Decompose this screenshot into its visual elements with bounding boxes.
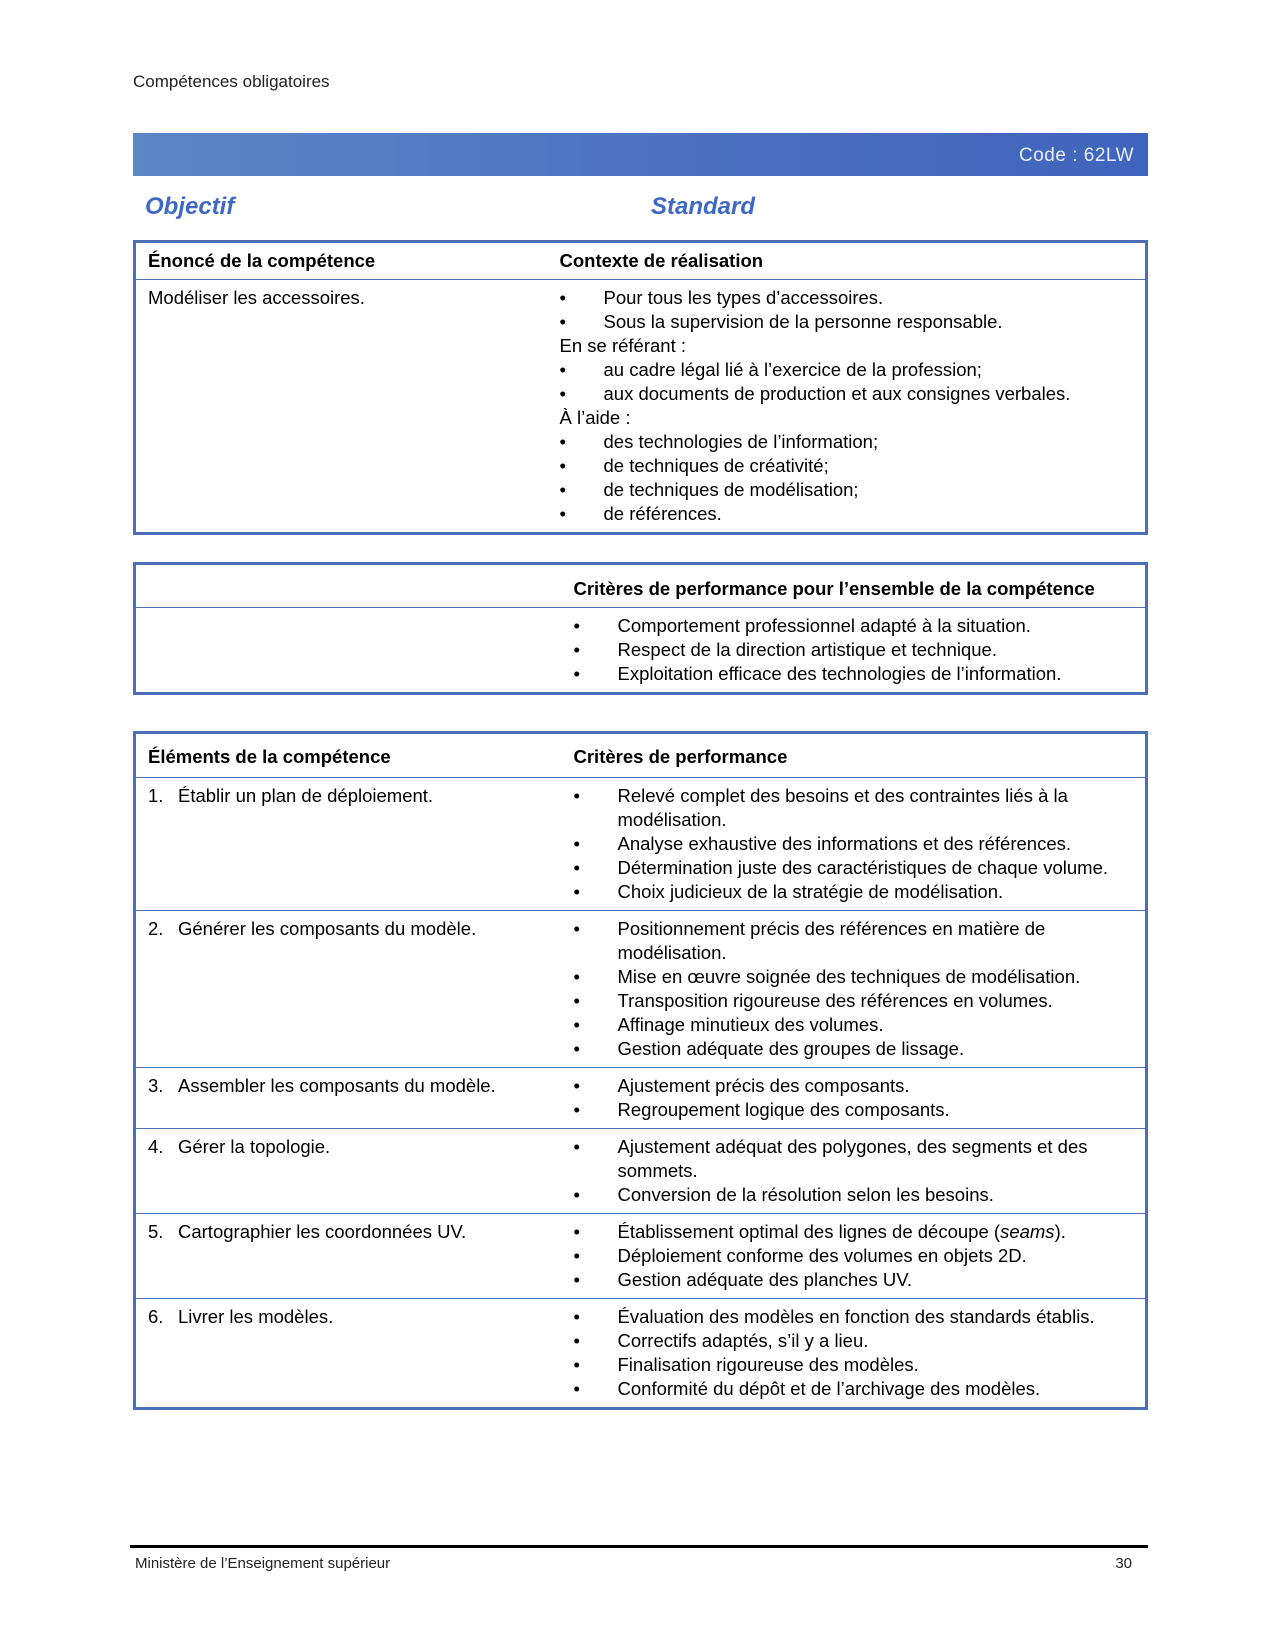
element-criteria-cell bbox=[562, 1214, 1147, 1299]
contexte-header: Contexte de réalisation bbox=[559, 250, 764, 271]
criteria-item: • Ajustement précis des composants. bbox=[574, 1074, 1136, 1098]
element-row bbox=[135, 1068, 1147, 1129]
objectif-heading: Objectif bbox=[145, 193, 235, 220]
criteria-item: • Finalisation rigoureuse des modèles. bbox=[574, 1353, 1136, 1377]
enonce-header: Énoncé de la compétence bbox=[148, 250, 376, 271]
element-number: 1. bbox=[148, 785, 164, 806]
element-criteria-cell bbox=[562, 1129, 1147, 1214]
contexte-items bbox=[560, 286, 1136, 526]
element-label: Gérer la topologie. bbox=[178, 1136, 331, 1157]
criteria-item: • Affinage minutieux des volumes. bbox=[574, 1013, 1136, 1037]
page-section-label: Compétences obligatoires bbox=[133, 72, 330, 91]
element-label-cell bbox=[135, 778, 562, 911]
criteria-item: • Regroupement logique des composants. bbox=[574, 1098, 1136, 1122]
criteria-item: • Mise en œuvre soignée des techniques de modélisation. bbox=[574, 965, 1136, 989]
criteria-item: • Déploiement conforme des volumes en objets 2D. bbox=[574, 1244, 1136, 1268]
elements-header: Éléments de la compétence bbox=[148, 746, 391, 767]
element-criteria-list bbox=[574, 1220, 1136, 1292]
criteres-ensemble-item: • Comportement professionnel adapté à la situation. bbox=[574, 614, 1136, 638]
contexte-item: • de techniques de créativité; bbox=[560, 454, 1136, 478]
criteres-ensemble-item: • Exploitation efficace des technologies de l’information. bbox=[574, 662, 1136, 686]
element-label-cell bbox=[135, 1214, 562, 1299]
criteria-item: • Gestion adéquate des planches UV. bbox=[574, 1268, 1136, 1292]
criteria-item: • Positionnement précis des références en matière de modélisation. bbox=[574, 917, 1136, 965]
footer-divider bbox=[130, 1545, 1148, 1548]
competence-code: Code : 62LW bbox=[1019, 145, 1134, 166]
element-criteria-list bbox=[574, 784, 1136, 904]
contexte-item: • Pour tous les types d’accessoires. bbox=[560, 286, 1136, 310]
criteria-item: • Établissement optimal des lignes de découpe (seams). bbox=[574, 1220, 1136, 1244]
element-row bbox=[135, 778, 1147, 911]
header-band bbox=[133, 133, 1148, 176]
criteres-ensemble-table bbox=[133, 562, 1148, 695]
criteria-item: • Conformité du dépôt et de l’archivage des modèles. bbox=[574, 1377, 1136, 1401]
element-row bbox=[135, 1214, 1147, 1299]
element-criteria-cell bbox=[562, 778, 1147, 911]
competence-statement: Modéliser les accessoires. bbox=[135, 280, 548, 534]
criteria-item: • Conversion de la résolution selon les besoins. bbox=[574, 1183, 1136, 1207]
standard-heading: Standard bbox=[651, 193, 756, 220]
contexte-item: • de techniques de modélisation; bbox=[560, 478, 1136, 502]
criteria-item: • Ajustement adéquat des polygones, des segments et des sommets. bbox=[574, 1135, 1136, 1183]
element-label-cell bbox=[135, 1068, 562, 1129]
criteria-item: • Évaluation des modèles en fonction des standards établis. bbox=[574, 1305, 1136, 1329]
criteres-ensemble-cell bbox=[562, 608, 1147, 694]
criteria-item: • Gestion adéquate des groupes de lissage. bbox=[574, 1037, 1136, 1061]
page-number: 30 bbox=[1115, 1555, 1132, 1572]
empty-cell bbox=[135, 608, 562, 694]
contexte-item: • aux documents de production et aux consignes verbales. bbox=[560, 382, 1136, 406]
element-row bbox=[135, 1129, 1147, 1214]
criteria-item: • Relevé complet des besoins et des contraintes liés à la modélisation. bbox=[574, 784, 1136, 832]
element-label: Établir un plan de déploiement. bbox=[178, 785, 434, 806]
element-criteria-cell bbox=[562, 911, 1147, 1068]
element-label: Cartographier les coordonnées UV. bbox=[178, 1221, 467, 1242]
criteres-ensemble-list bbox=[574, 614, 1136, 686]
criteres-header: Critères de performance bbox=[573, 746, 788, 767]
element-label-cell bbox=[135, 1129, 562, 1214]
element-label: Livrer les modèles. bbox=[178, 1306, 334, 1327]
element-number: 3. bbox=[148, 1075, 164, 1096]
criteria-item: • Transposition rigoureuse des références en volumes. bbox=[574, 989, 1136, 1013]
criteria-item: • Analyse exhaustive des informations et des références. bbox=[574, 832, 1136, 856]
element-criteria-cell bbox=[562, 1068, 1147, 1129]
element-label: Générer les composants du modèle. bbox=[178, 918, 477, 939]
enonce-table bbox=[133, 240, 1148, 535]
element-label: Assembler les composants du modèle. bbox=[178, 1075, 496, 1096]
criteria-item: • Correctifs adaptés, s’il y a lieu. bbox=[574, 1329, 1136, 1353]
contexte-subheading: En se référant : bbox=[559, 335, 686, 356]
contexte-list bbox=[548, 280, 1147, 534]
element-criteria-list bbox=[574, 917, 1136, 1061]
criteria-item: • Détermination juste des caractéristiques de chaque volume. bbox=[574, 856, 1136, 880]
contexte-item: • Sous la supervision de la personne responsable. bbox=[560, 310, 1136, 334]
footer-ministry: Ministère de l’Enseignement supérieur bbox=[135, 1555, 391, 1572]
elements-table bbox=[133, 731, 1148, 1410]
element-label-cell bbox=[135, 911, 562, 1068]
empty-cell bbox=[135, 564, 562, 608]
criteres-ensemble-item: • Respect de la direction artistique et technique. bbox=[574, 638, 1136, 662]
element-number: 6. bbox=[148, 1306, 164, 1327]
element-criteria-list bbox=[574, 1074, 1136, 1122]
criteres-ensemble-header: Critères de performance pour l’ensemble de la compétence bbox=[573, 578, 1095, 599]
element-criteria-cell bbox=[562, 1299, 1147, 1409]
contexte-item: • des technologies de l’information; bbox=[560, 430, 1136, 454]
element-criteria-list bbox=[574, 1305, 1136, 1401]
contexte-item: • de références. bbox=[560, 502, 1136, 526]
element-label-cell bbox=[135, 1299, 562, 1409]
element-criteria-list bbox=[574, 1135, 1136, 1207]
italic-term: seams bbox=[1000, 1221, 1055, 1242]
element-number: 5. bbox=[148, 1221, 164, 1242]
contexte-subheading: À l’aide : bbox=[559, 407, 631, 428]
element-row bbox=[135, 911, 1147, 1068]
criteria-item: • Choix judicieux de la stratégie de modélisation. bbox=[574, 880, 1136, 904]
element-row bbox=[135, 1299, 1147, 1409]
element-number: 4. bbox=[148, 1136, 164, 1157]
contexte-item: • au cadre légal lié à l’exercice de la profession; bbox=[560, 358, 1136, 382]
element-number: 2. bbox=[148, 918, 164, 939]
